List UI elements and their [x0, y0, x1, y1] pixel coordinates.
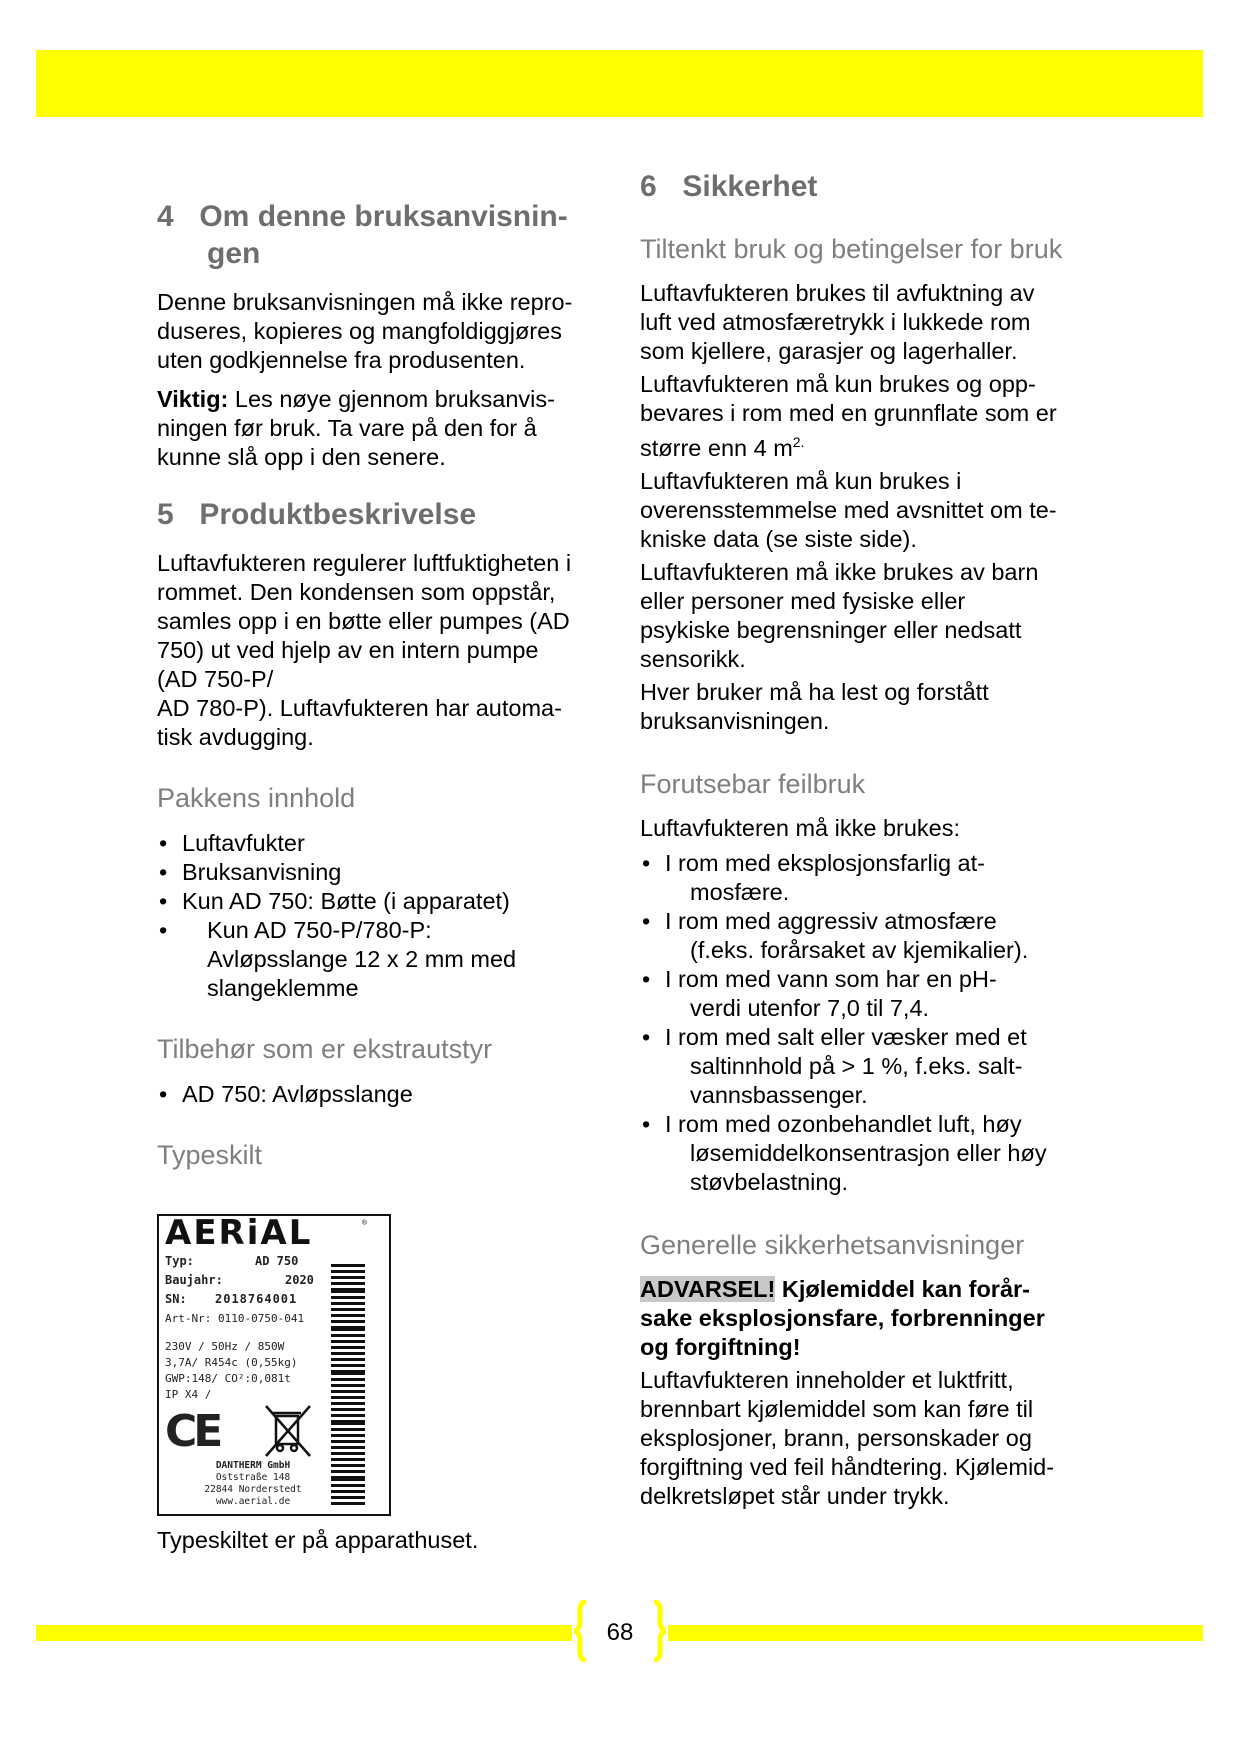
list-item: • I rom med eksplosjonsfarlig at- mosfære. [640, 849, 1100, 907]
warning-label: ADVARSEL! [640, 1275, 776, 1302]
list-item: • Kun AD 750: Bøtte (i apparatet) [157, 887, 607, 916]
intended-para-3: Luftavfukteren må kun brukes i overensstemmelse med avsnittet om te- kniske data (se siste side). [640, 467, 1057, 552]
section-5-heading: 5 Produktbeskrivelse [157, 498, 477, 531]
list-item: • I rom med ozonbehandlet luft, høy løsemiddelkonsentrasjon eller høy støvbelastning. [640, 1110, 1100, 1197]
list-item: • Luftavfukter [157, 829, 607, 858]
right-brace-icon [652, 1600, 668, 1662]
left-brace-icon [572, 1600, 588, 1662]
section-4-heading: 4 Om denne bruksanvisnin- gen [157, 200, 568, 270]
section-6-heading: 6 Sikkerhet [640, 170, 818, 203]
manufacturer-address: DANTHERM GmbH Oststraße 148 22844 Norderstedt www.aerial.de [204, 1460, 302, 1507]
warning-text: ADVARSEL! Kjølemiddel kan forår- sake eksplosjonsfare, forbrenninger og forgiftning! [640, 1275, 1045, 1360]
header-band [36, 50, 1203, 117]
general-safety-heading: Generelle sikkerhetsanvisninger [640, 1229, 1025, 1260]
s4-para-2: Viktig: Les nøye gjennom bruksanvis- ningen før bruk. Ta vare på den for å kunne slå opp i den senere. [157, 386, 555, 470]
ce-mark: CE [165, 1406, 220, 1457]
accessories-list [157, 1080, 607, 1109]
list-item: • Bruksanvisning [157, 858, 607, 887]
list-item: • I rom med vann som har en pH- verdi utenfor 7,0 til 7,4. [640, 965, 1100, 1023]
weee-bin-icon [264, 1404, 312, 1458]
intended-use-heading: Tiltenkt bruk og betingelser for bruk [640, 234, 1063, 264]
list-item: • I rom med aggressiv atmosfære (f.eks. forårsaket av kjemikalier). [640, 907, 1100, 965]
accessories-heading: Tilbehør som er ekstrautstyr [157, 1034, 493, 1064]
type-plate-image: AERiAL ® Typ: AD 750 Baujahr: 2020 SN: 2018764001 Art-Nr: 0110-0750-041 230V / 50Hz / 850W 3,7A/ R454c (0,55kg) GWP:148/ CO²:0,081t IP X4 / CE DANTHERM GmbH Oststraße 148 22844 Norderstedt www.aerial.de [157, 1214, 391, 1516]
left-column [157, 160, 607, 1171]
intended-para-4: Luftavfukteren må ikke brukes av barn eller personer med fysiske eller psykiske begrensninger eller nedsatt sensorikk. [640, 558, 1039, 672]
list-item: • I rom med salt eller væsker med et saltinnhold på > 1 %, f.eks. salt- vannsbassenger. [640, 1023, 1100, 1110]
s4-para-1: Denne bruksanvisningen må ikke repro- duseres, kopieres og mangfoldiggjøres uten godkjennelse fra produsenten. [157, 289, 573, 373]
general-para: Luftavfukteren inneholder et luktfritt, brennbart kjølemiddel som kan føre til eksplosjoner, brann, personskader og forgiftning ved feil håndtering. Kjølemid- delkretsløpet står under trykk. [640, 1366, 1055, 1509]
package-contents-heading: Pakkens innhold [157, 783, 356, 813]
list-item: • Kun AD 750-P/780-P: Avløpsslange 12 x 2 mm med slangeklemme [157, 916, 607, 1003]
page-number: 68 [606, 1619, 634, 1646]
right-column [640, 160, 1100, 1511]
misuse-intro: Luftavfukteren må ikke brukes: [640, 814, 961, 841]
list-item: • AD 750: Avløpsslange [157, 1080, 607, 1109]
typeplate-caption: Typeskiltet er på apparathuset. [157, 1527, 479, 1553]
package-contents-list [157, 829, 607, 1003]
misuse-heading: Forutsebar feilbruk [640, 768, 866, 799]
brand-logo: AERiAL [165, 1213, 313, 1253]
intended-para-5: Hver bruker må ha lest og forstått bruksanvisningen. [640, 678, 989, 734]
typeplate-heading: Typeskilt [157, 1140, 263, 1170]
intended-para-2: Luftavfukteren må kun brukes og opp- bevares i rom med en grunnflate som er større enn 4 $m^{2.}$ [640, 371, 1057, 461]
s5-para: Luftavfukteren regulerer luftfuktigheten i rommet. Den kondensen som oppstår, samles opp i en bøtte eller pumpes (AD 750) ut ved hjelp av en intern pumpe (AD 750-P/ AD 780-P). Luftavfukteren har automa- tisk avdugging. [157, 550, 572, 750]
barcode [331, 1264, 365, 1512]
misuse-list [640, 849, 1100, 1197]
intended-para-1: Luftavfukteren brukes til avfuktning av luft ved atmosfæretrykk i lukkede rom som kjellere, garasjer og lagerhaller. [640, 280, 1035, 364]
page-number-box [572, 1600, 668, 1666]
